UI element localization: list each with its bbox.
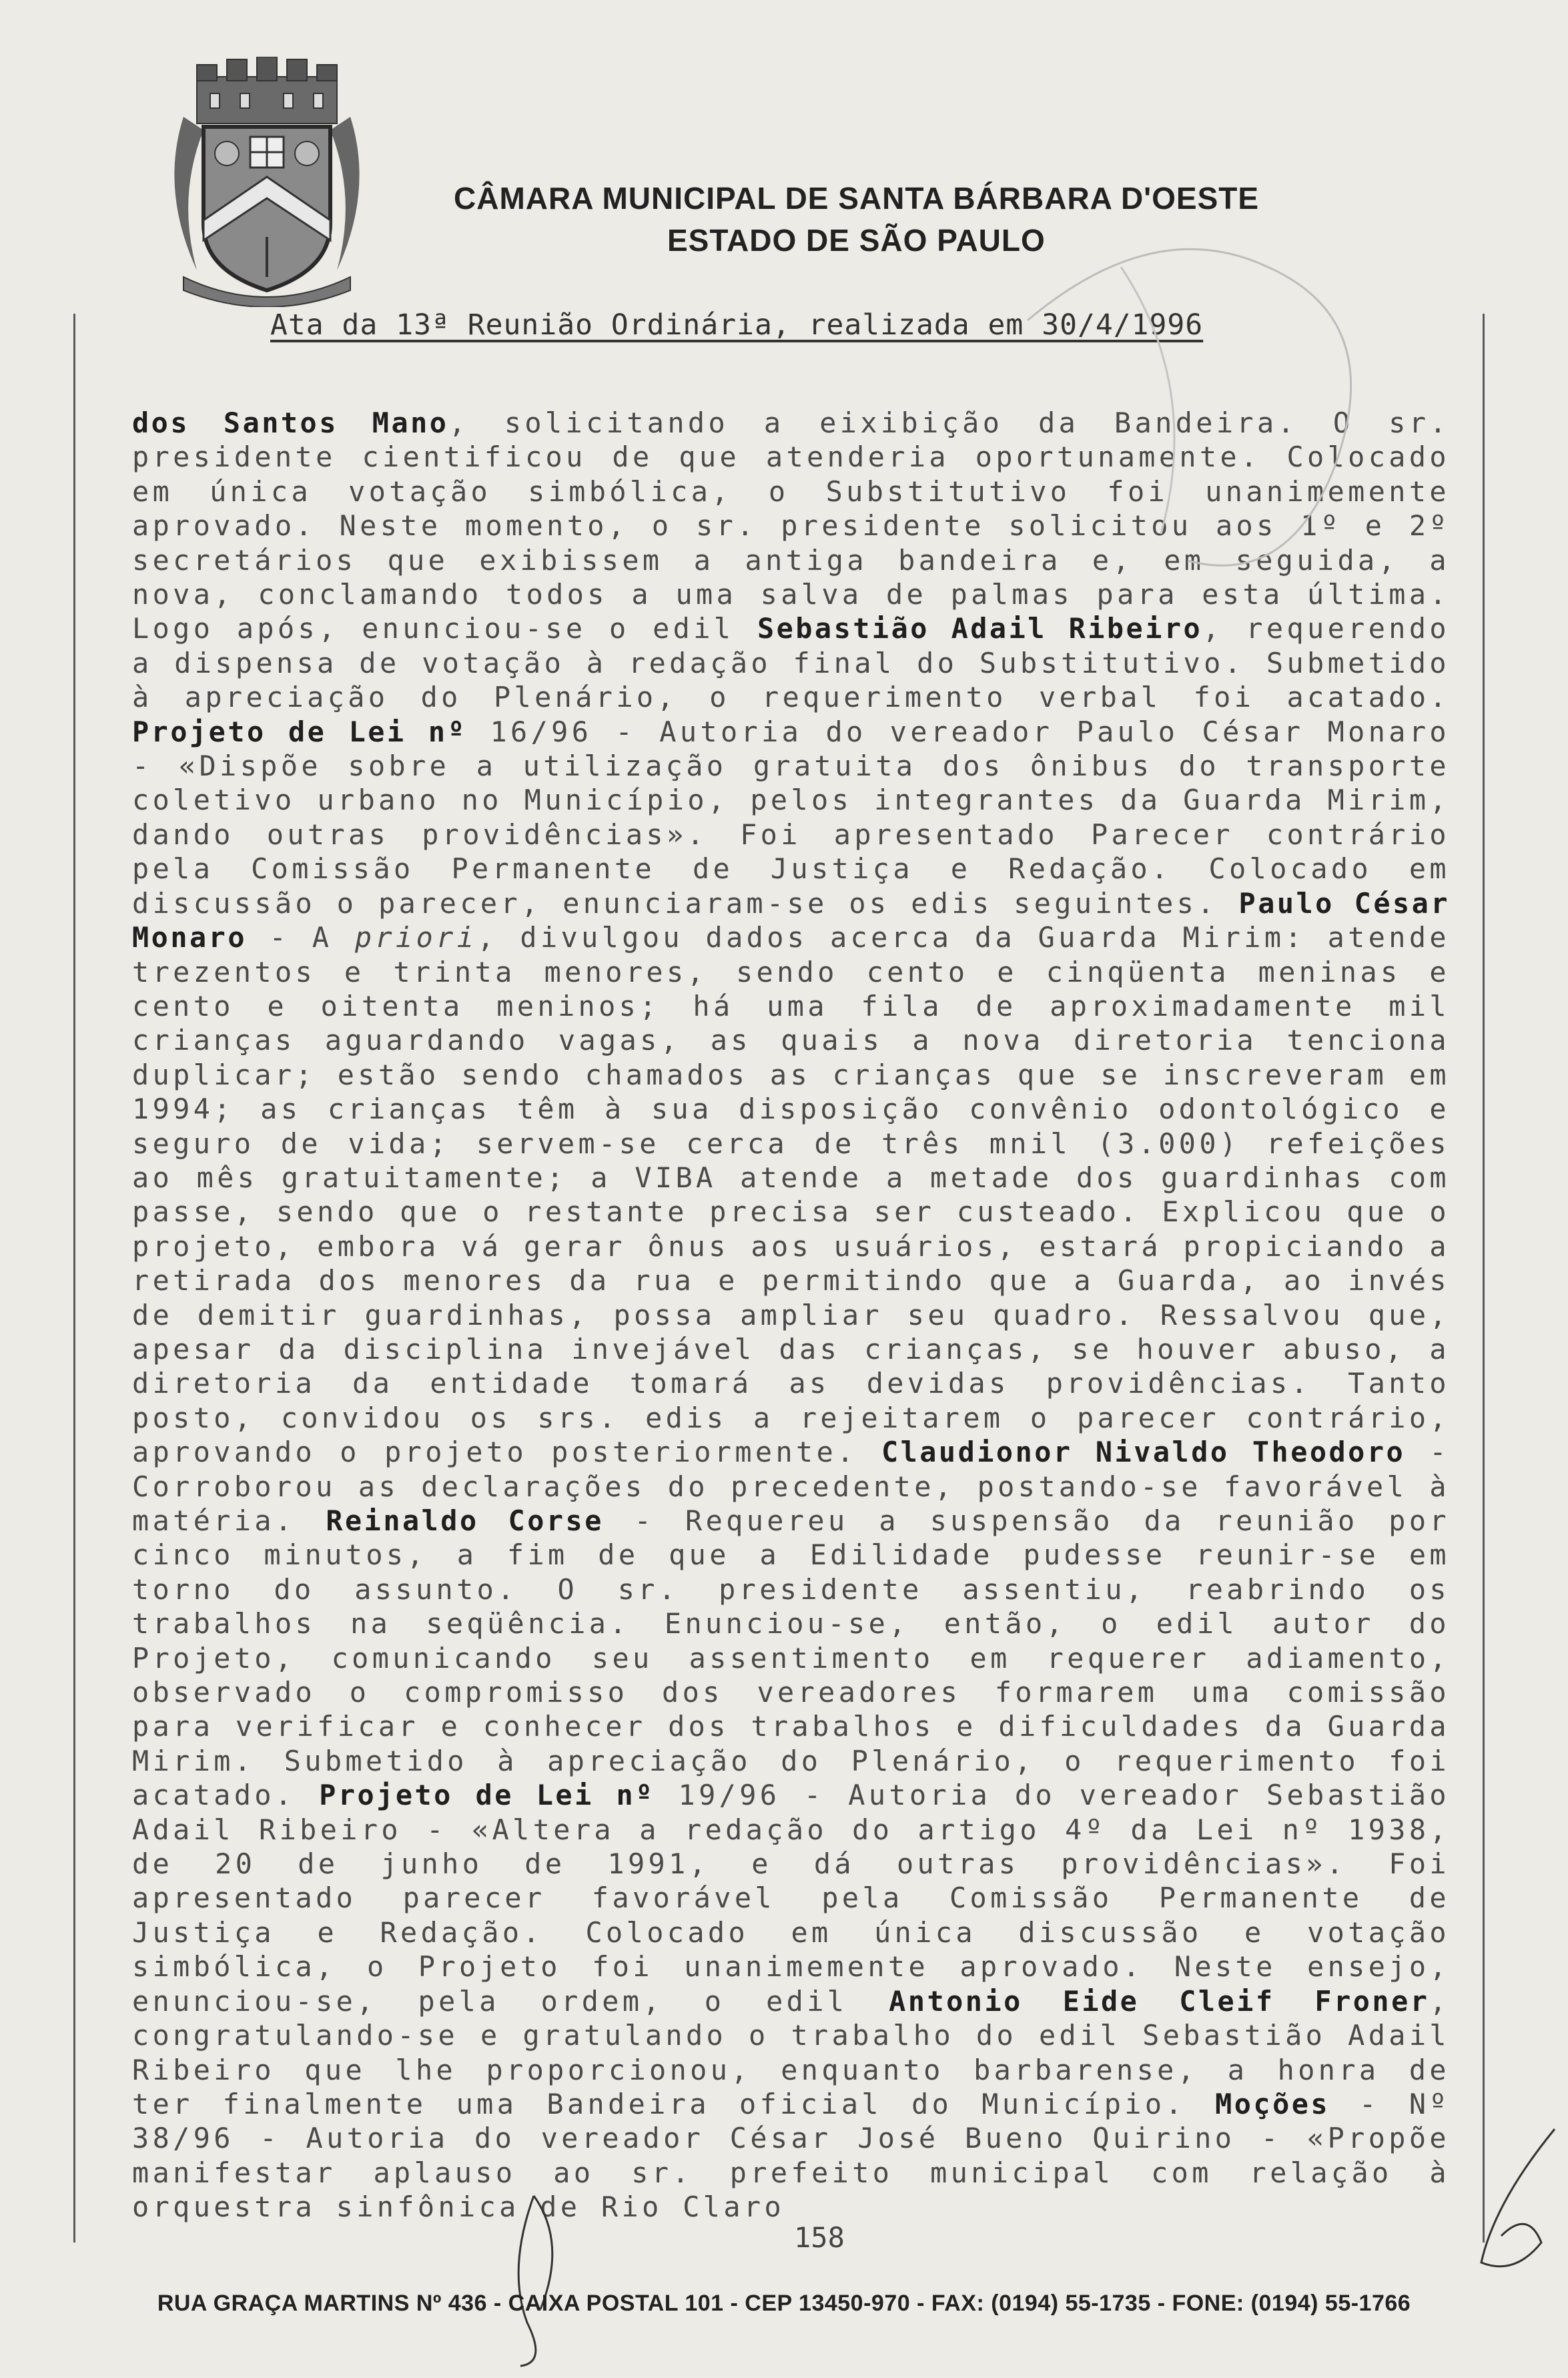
minutes-title: Ata da 13ª Reunião Ordinária, realizada em 30/4/1996 [270,308,1204,342]
body-text: - Nº 38/96 - Autoria do vereador César José Bueno Quirino - «Propõe manifestar aplauso ao sr. prefeito municipal com relação à orquestra sinfônica de Rio Claro [132,2087,1450,2224]
speaker-name: Antonio Eide Cleif Froner [889,1984,1430,2018]
speaker-name: Claudionor Nivaldo Theodoro [881,1436,1406,1469]
institution-name: CÂMARA MUNICIPAL DE SANTA BÁRBARA D'OESTE [454,181,1260,216]
bill-heading: Projeto de Lei nº [132,715,467,748]
body-text: , congratulando-se e gratulando o trabalho do edil Sebastião Adail Ribeiro que lhe proporcionou, enquanto barbarense, a honra de ter finalmente uma Bandeira oficial do Município. [132,1984,1450,2120]
body-text: , divulgou dados acerca da Guarda Mirim: atende trezentos e trinta menores, sendo cento e cinqüenta meninas e cento e oitenta meninos; há uma fila de aproximadamente mil crianças aguardando vagas, as quais a nova diretoria tenciona duplicar; estão sendo chamados as crianças que se inscreveram em 1994; as crianças têm à sua disposição convênio odontológico e seguro de vida; servem-se cerca de três mnil (3.000) refeições ao mês gratuitamente; a VIBA atende a metade dos guardinhas com passe, sendo que o restante precisa ser custeado. Explicou que o projeto, embora vá gerar ônus aos usuários, estará propiciando a retirada dos menores da rua e permitindo que a Guarda, ao invés de demitir guardinhas, possa ampliar seu quadro. Ressalvou que, apesar da disciplina invejável das crianças, se houver abuso, a diretoria da entidade tomará as devidas providências. Tanto posto, convidou os srs. edis a rejeitarem o parecer contrário, aprovando o projeto posteriormente. [132,921,1450,1469]
latin-term: priori [354,921,478,954]
left-branch [174,117,204,270]
speaker-name: Paulo César Monaro [132,886,1450,954]
speaker-name: dos Santos Mano [132,406,449,439]
body-text: - A [246,921,355,954]
footer-address: RUA GRAÇA MARTINS Nº 436 - CAIXA POSTAL 101 - CEP 13450-970 - FAX: (0194) 55-1735 - FONE: (0194) 55-1766 [157,2291,1411,2316]
speaker-name: Reinaldo Corse [326,1504,604,1537]
right-margin-rule [1483,314,1485,2243]
motions-heading: Moções [1215,2087,1330,2120]
body-text: 19/96 - Autoria do vereador Sebastião Adail Ribeiro - «Altera a redação do artigo 4º da Lei nº 1938, de 20 de junho de 1991, e dá outras providências». Foi apresentado parecer favorável pela Comissão Permanente de Justiça e Redação. Colocado em única discussão e votação simbólica, o Projeto foi unanimemente aprovado. Neste ensejo, enunciou-se, pela ordem, o edil [132,1779,1450,2018]
left-margin-rule [73,314,75,2243]
body-text: - Requereu a suspensão da reunião por cinco minutos, a fim de que a Edilidade pudesse reunir-se em torno do assunto. O sr. presidente assentiu, reabrindo os trabalhos na seqüência. Enunciou-se, então, o edil autor do Projeto, comunicando seu assentimento em requerer adiamento, observado o compromisso dos vereadores formarem uma comissão para verificar e conhecer dos trabalhos e dificuldades da Guarda Mirim. Submetido à apreciação do Plenário, o requerimento foi acatado. [132,1504,1451,1812]
state-name: ESTADO DE SÃO PAULO [667,223,1046,258]
right-branch [330,117,360,270]
page-number: 158 [794,2221,845,2254]
body-text: , requerendo a dispensa de votação à redação final do Substitutivo. Submetido à apreciação do Plenário, o requerimento verbal foi acatado. [132,612,1450,714]
minutes-body [132,406,1450,2224]
body-text: 16/96 - Autoria do vereador Paulo César Monaro - «Dispõe sobre a utilização gratuita dos ônibus do transporte coletivo urbano no Município, pelos integrantes da Guarda Mirim, dando outras providências». Foi apresentado Parecer contrário pela Comissão Permanente de Justiça e Redação. Colocado em discussão o parecer, enunciaram-se os edis seguintes. [132,715,1450,920]
municipal-coat-of-arms [157,57,377,307]
initials-mark [1455,2122,1568,2296]
body-text: , solicitando a eixibição da Bandeira. O sr. presidente cientificou de que atenderia oportunamente. Colocado em única votação simbólica, o Substitutivo foi unanimemente aprovado. Neste momento, o sr. presidente solicitou aos 1º e 2º secretários que exibissem a antiga bandeira e, em seguida, a nova, conclamando todos a uma salva de palmas para esta última. Logo após, enunciou-se o edil [132,406,1450,645]
bill-heading: Projeto de Lei nº [319,1779,655,1812]
mural-crown [197,57,337,123]
body-text: - Corroborou as declarações do precedente, postando-se favorável à matéria. [132,1436,1450,1537]
speaker-name: Sebastião Adail Ribeiro [757,612,1203,645]
